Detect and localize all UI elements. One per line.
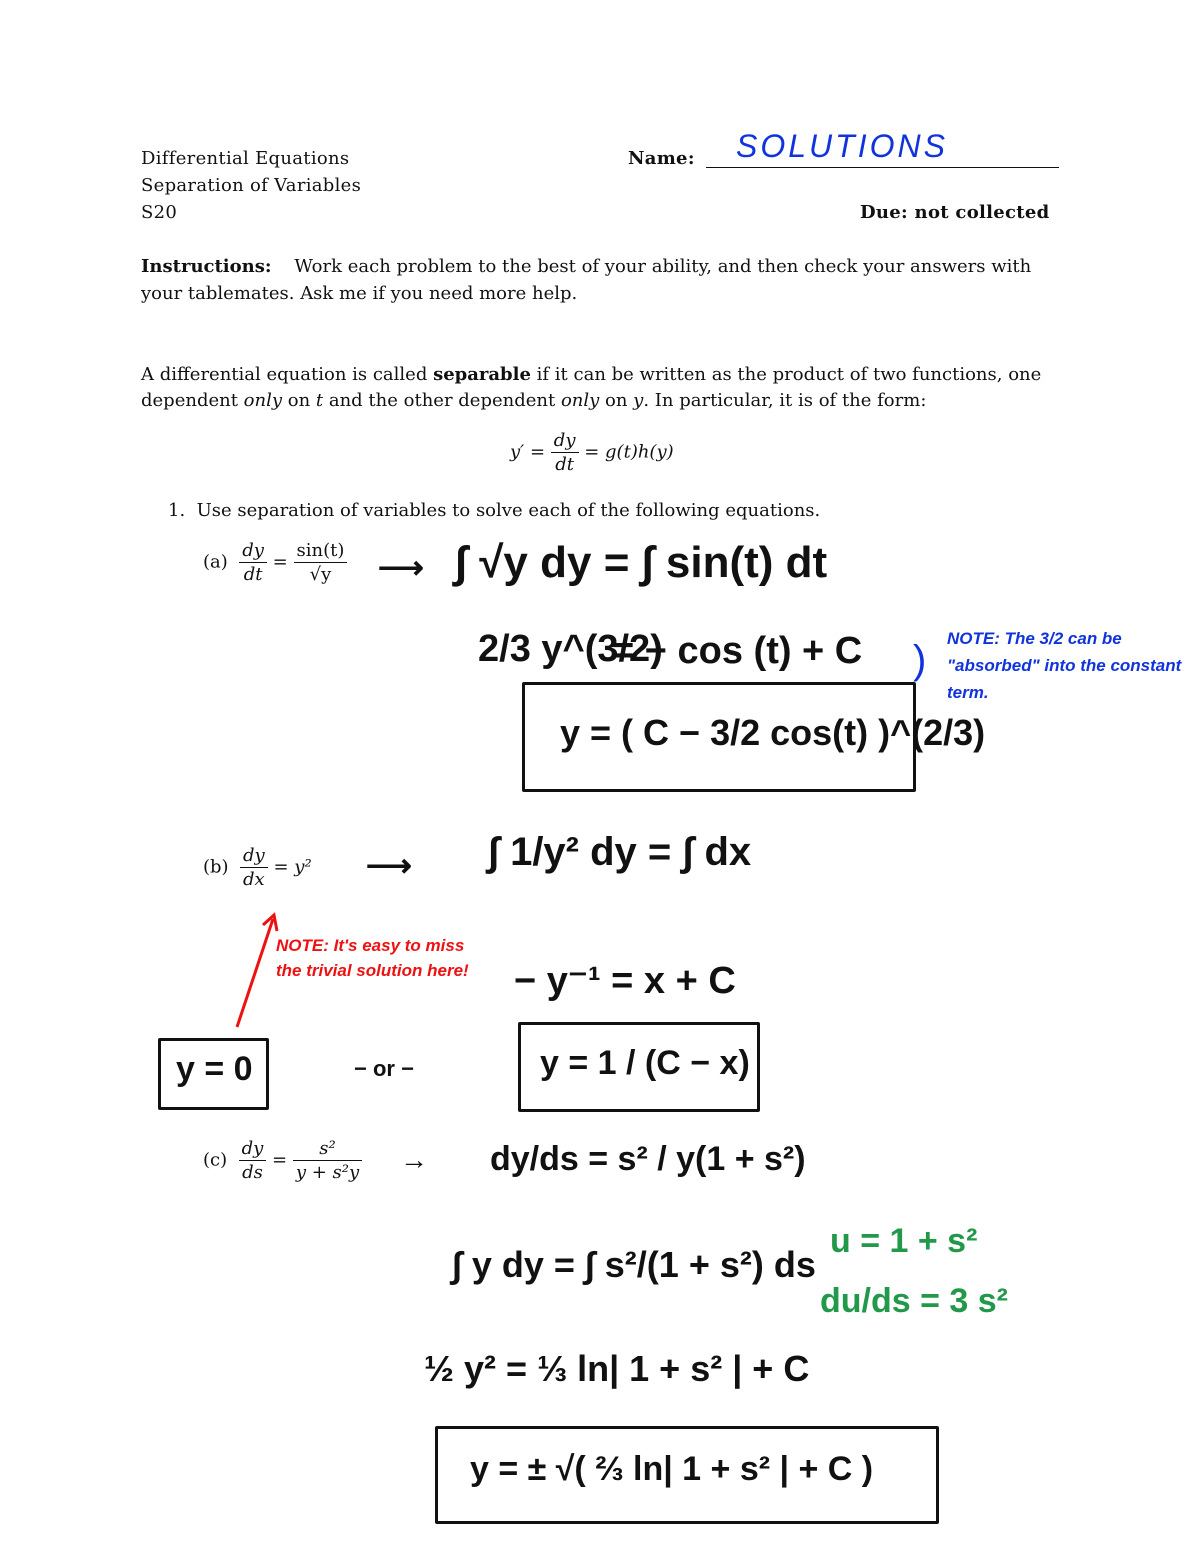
problem-1c-step1: dy/ds = s² / y(1 + s²) (490, 1140, 806, 1178)
problem-1a-step1: ∫ √y dy = ∫ sin(t) dt (455, 538, 828, 587)
problem-1a-note: NOTE: The 3/2 can be "absorbed" into the constant term. (947, 629, 1182, 702)
name-value: SOLUTIONS (736, 128, 948, 164)
problem-1c-substitution-derivative: du/ds = 3 s² (820, 1282, 1008, 1320)
problem-1-prompt: 1. Use separation of variables to solve each of the following equations. (168, 500, 821, 521)
problem-1c-step3: ½ y² = ⅓ ln| 1 + s² | + C (424, 1348, 810, 1389)
problem-1b-or: − or − (354, 1056, 414, 1081)
course-title: Differential Equations (141, 148, 350, 169)
problem-1a-step2-lhs: 2/3 y^(3/2) (478, 628, 663, 670)
name-underline (706, 167, 1059, 168)
problem-1b-step1: ∫ 1/y² dy = ∫ dx (488, 830, 752, 874)
problem-1c-substitution: u = 1 + s² (830, 1222, 978, 1260)
problem-1a-equation: (a) $\frac{dy}{dt}$ = $\frac{\sin(t)}{√y}$ (203, 540, 347, 585)
separable-formula: y′ = $\frac{dy}{dt}$ = g(t)h(y) (510, 430, 674, 475)
due-label: Due: not collected (860, 202, 1050, 223)
problem-1c-step2: ∫ y dy = ∫ s²/(1 + s²) ds (452, 1244, 816, 1285)
problem-1a-answer: y = ( C − 3/2 cos(t) )^(2/3) (560, 712, 986, 753)
intro-line2: dependent only on t and the other dependent only on y. In particular, it is of the form: (141, 390, 927, 411)
problem-1b-note-arrow (225, 905, 285, 1035)
intro-line1: A differential equation is called separable if it can be written as the product of two functions, one (141, 364, 1042, 385)
problem-1b-equation: (b) $\frac{dy}{dx}$ = y² (203, 845, 312, 890)
instructions-label: Instructions: (141, 256, 272, 277)
problem-1a-note-brace: ) (913, 638, 927, 682)
problem-1b-trivial-answer: y = 0 (176, 1050, 253, 1088)
problem-1c-equation: (c) $\frac{dy}{ds}$ = $\frac{\text{s²}}{\text{y + s²y}}$ (203, 1138, 362, 1183)
instructions-line2: your tablemates. Ask me if you need more help. (141, 283, 578, 304)
topic-title: Separation of Variables (141, 175, 362, 196)
problem-1a-arrow: ⟶ (378, 549, 424, 585)
problem-1b-arrow: ⟶ (366, 847, 412, 883)
problem-1b-answer: y = 1 / (C − x) (540, 1044, 750, 1082)
name-label: Name: (628, 148, 695, 169)
problem-1a-step2-rhs: = − cos (t) + C (612, 630, 863, 672)
term-label: S20 (141, 202, 178, 223)
problem-1c-arrow: → (400, 1144, 428, 1175)
instructions-line1: Instructions: Work each problem to the best of your ability, and then check your answers with (141, 256, 1032, 277)
problem-1b-step2: − y⁻¹ = x + C (514, 960, 736, 1002)
problem-1b-note: NOTE: It's easy to miss the trivial solution here! (276, 936, 469, 980)
problem-1c-answer: y = ± √( ⅔ ln| 1 + s² | + C ) (470, 1450, 874, 1488)
separable-term: separable (433, 364, 531, 385)
